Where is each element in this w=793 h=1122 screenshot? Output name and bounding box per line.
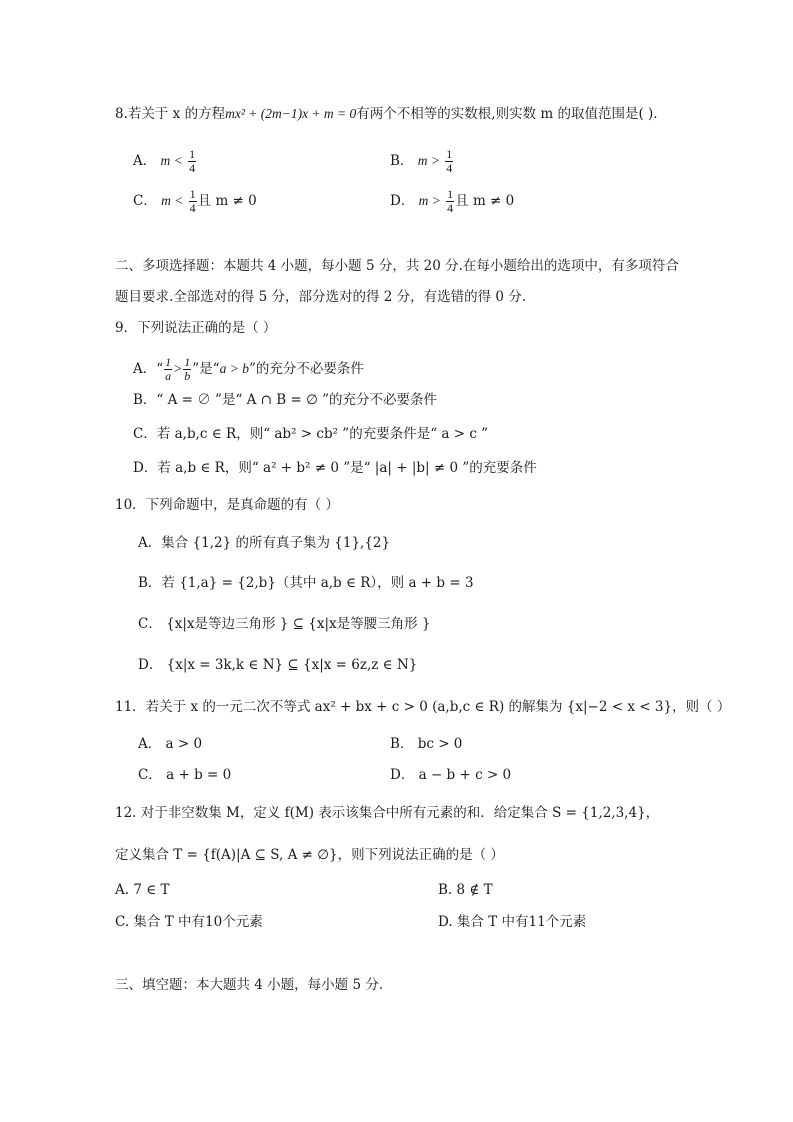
q10-option-a: A．集合 {1,2} 的所有真子集为 {1},{2} xyxy=(138,535,391,551)
q10-option-b: B．若 {1,a} = {2,b}（其中 a,b ∈ R），则 a + b = 3 xyxy=(138,575,474,591)
q12-line1: 12. 对于非空数集 M，定义 f(M) 表示该集合中所有元素的和．给定集合 S = {1,2,3,4}， xyxy=(115,805,660,821)
q11-option-a: A． a > 0 xyxy=(138,736,203,752)
q12-option-b: B. 8 ∉ T xyxy=(438,882,493,898)
q11-option-d: D． a − b + c > 0 xyxy=(390,767,512,783)
option-tail: 且 m ≠ 0 xyxy=(197,193,257,209)
option-tail: 且 m ≠ 0 xyxy=(455,193,515,209)
q12-option-c: C. 集合 T 中有10个元素 xyxy=(115,914,263,930)
option-relation: m < xyxy=(160,153,183,168)
q9-option-c: C．若 a,b,c ∈ R，则“ ab² > cb² ”的充要条件是“ a > c ” xyxy=(133,426,489,442)
option-label: B． xyxy=(390,153,414,169)
q11-stem: 11．若关于 x 的一元二次不等式 ax² + bx + c > 0 (a,b,c ∈ R) 的解集为 {x|−2 < x < 3}，则（ ） xyxy=(115,699,731,715)
section3-heading: 三、填空题：本大题共 4 小题，每小题 5 分. xyxy=(115,977,384,993)
q12-line2: 定义集合 T = {f(A)|A ⊆ S, A ≠ ∅}，则下列说法正确的是（ ） xyxy=(115,847,504,863)
option-label: A．“ xyxy=(133,361,164,377)
fraction: $\frac{1}{4}$ xyxy=(189,147,196,175)
q10-option-d: D． {x|x = 3k,k ∈ N} ⊆ {x|x = 6z,z ∈ N} xyxy=(138,657,418,673)
fraction: $\frac{1}{4}$ xyxy=(447,187,454,215)
q11-option-c: C． a + b = 0 xyxy=(138,767,232,783)
q8-stem-end: 有两个不相等的实数根,则实数 m 的取值范围是( ). xyxy=(356,106,658,122)
q9-option-d: D．若 a,b ∈ R，则“ a² + b² ≠ 0 ”是“ |a| + |b| ≠ 0 ”的充要条件 xyxy=(133,460,537,476)
option-condition: a > b xyxy=(219,361,249,376)
q12-option-a: A. 7 ∈ T xyxy=(115,882,170,898)
option-label: C． xyxy=(133,193,157,209)
fraction: $\frac{1}{a}$ xyxy=(165,355,172,383)
fraction: $\frac{1}{b}$ xyxy=(184,355,191,383)
option-tail: ”的充分不必要条件 xyxy=(248,361,364,377)
q8-option-a xyxy=(133,148,197,175)
option-relation: m > xyxy=(418,193,441,208)
option-relation: m > xyxy=(417,153,440,168)
q8-stem xyxy=(115,104,658,124)
option-relation: m < xyxy=(161,193,184,208)
option-mid: ”是“ xyxy=(192,361,220,377)
section2-line2: 题目要求.全部选对的得 5 分，部分选对的得 2 分，有选错的得 0 分. xyxy=(115,289,527,305)
q8-stem-start: 8.若关于 x 的方程 xyxy=(115,106,226,122)
q9-option-a xyxy=(133,356,364,383)
fraction: $\frac{1}{4}$ xyxy=(189,187,196,215)
section2-line1: 二、多项选择题：本题共 4 小题，每小题 5 分，共 20 分.在每小题给出的选项中，有多项符合 xyxy=(115,258,679,274)
q8-option-b xyxy=(390,148,454,175)
option-label: D． xyxy=(390,193,415,209)
q8-equation: mx² + (2m−1)x + m = 0 xyxy=(225,106,357,121)
q8-option-d xyxy=(390,188,514,215)
q11-option-b: B． bc > 0 xyxy=(390,736,463,752)
q9-option-b: B．“ A = ∅ ”是“ A ∩ B = ∅ ”的充分不必要条件 xyxy=(133,392,438,408)
q10-stem: 10．下列命题中，是真命题的有（ ） xyxy=(115,497,339,513)
option-label: A． xyxy=(133,153,157,169)
q12-option-d: D. 集合 T 中有11个元素 xyxy=(438,914,587,930)
q9-stem: 9．下列说法正确的是（ ） xyxy=(115,320,277,336)
fraction: $\frac{1}{4}$ xyxy=(446,147,453,175)
q10-option-c: C． {x|x是等边三角形 } ⊆ {x|x是等腰三角形 } xyxy=(138,616,431,632)
gt-sign: > xyxy=(173,361,183,376)
q8-option-c xyxy=(133,188,257,215)
